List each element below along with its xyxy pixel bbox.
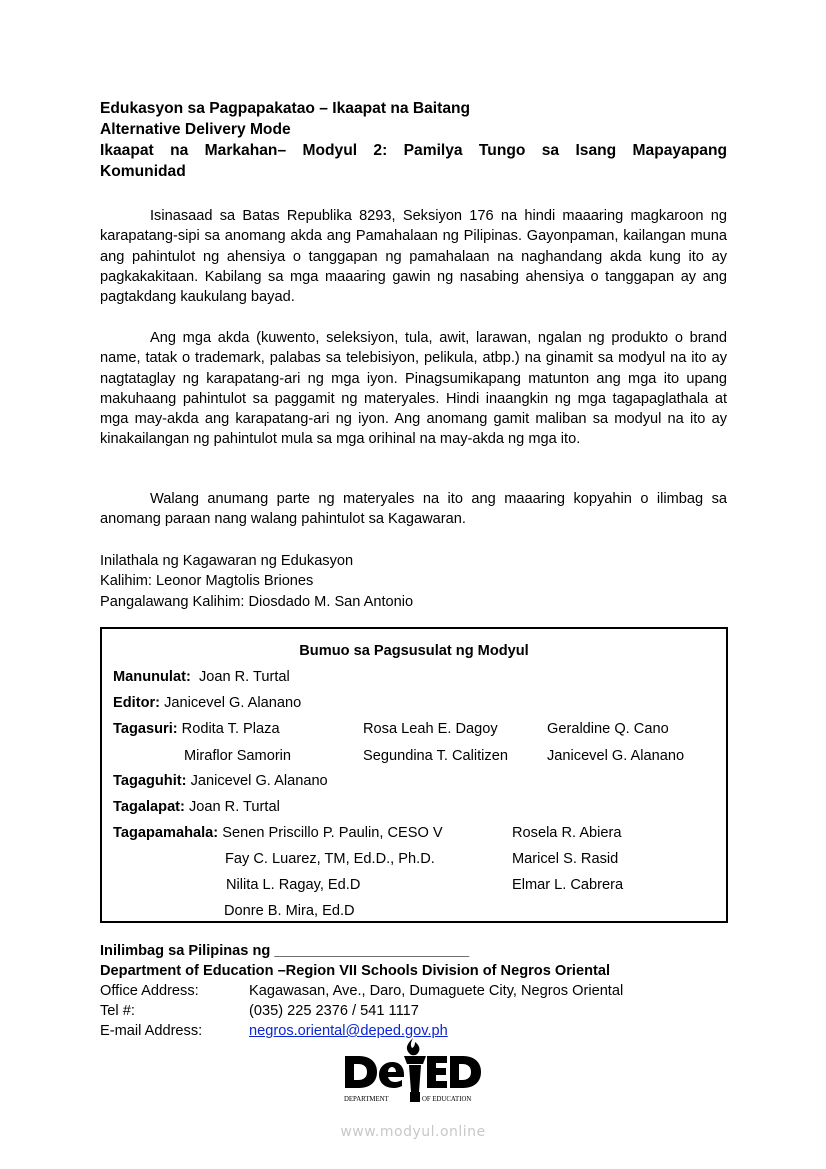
printed-in-line: Inilimbag sa Pilipinas ng ________________________ [100, 943, 470, 959]
printing-info [100, 941, 623, 1041]
illustrator-row [113, 773, 328, 789]
reviewer-name: Janicevel G. Alanano [547, 748, 685, 764]
manager-name: Elmar L. Cabrera [512, 877, 624, 893]
reviewer-name: Rodita T. Plaza [181, 721, 280, 737]
layout-artist-label: Tagalapat: [113, 799, 185, 815]
document-header [100, 98, 727, 182]
publisher-info [100, 551, 413, 612]
management-row-1 [113, 825, 443, 841]
department-line: Department of Education –Region VII Schools Division of Negros Oriental [100, 963, 611, 979]
delivery-mode: Alternative Delivery Mode [100, 121, 291, 138]
deped-logo [343, 1036, 485, 1104]
copyright-paragraph-1 [100, 206, 727, 307]
reviewer-label: Tagasuri: [113, 721, 178, 737]
illustrator-name: Janicevel G. Alanano [190, 773, 328, 789]
office-address-label: Office Address: [100, 983, 199, 999]
manager-name: Nilita L. Ragay, Ed.D [226, 877, 361, 893]
svg-text:OF EDUCATION: OF EDUCATION [422, 1096, 472, 1103]
editor-label: Editor: [113, 695, 161, 711]
reviewer-name: Rosa Leah E. Dagoy [363, 721, 498, 737]
reviewer-name: Geraldine Q. Cano [547, 721, 669, 737]
layout-artist-row [113, 799, 280, 815]
reviewer-name: Miraflor Samorin [184, 748, 292, 764]
credits-box [100, 627, 728, 923]
manager-name: Maricel S. Rasid [512, 851, 619, 867]
telephone-value: (035) 225 2376 / 541 1117 [249, 1003, 419, 1019]
telephone-label: Tel #: [100, 1003, 135, 1019]
undersecretary-line: Pangalawang Kalihim: Diosdado M. San Antonio [100, 593, 414, 610]
reviewer-row-1 [113, 721, 280, 737]
paragraph-text: Walang anumang parte ng materyales na ito ang maaaring kopyahin o ilimbag sa anomang paraan nang walang pahintulot sa Kagawaran. [100, 491, 727, 528]
layout-artist-name: Joan R. Turtal [188, 799, 280, 815]
credits-title: Bumuo sa Pagsusulat ng Modyul [299, 643, 529, 659]
writer-name: Joan R. Turtal [198, 669, 290, 685]
copyright-paragraph-2 [100, 328, 727, 450]
manager-name: Fay C. Luarez, TM, Ed.D., Ph.D. [225, 851, 435, 867]
telephone-row [100, 1001, 623, 1021]
reviewer-name: Segundina T. Calitizen [363, 748, 508, 764]
secretary-line: Kalihim: Leonor Magtolis Briones [100, 573, 314, 590]
management-label: Tagapamahala: [113, 825, 219, 841]
illustrator-label: Tagaguhit: [113, 773, 187, 789]
email-label: E-mail Address: [100, 1023, 203, 1039]
deped-torch-logo-icon [343, 1036, 485, 1104]
paragraph-text: Isinasaad sa Batas Republika 8293, Seksiyon 176 na hindi maaaring magkaroon ng karapatang-sipi sa anomang akda ang Pamahalaan ng Pilipinas. Gayonpaman, kailangan muna ang pahintulot ng ahensiya o tanggapan ng pamahalaan na naghandang akda kung ito ay pagkakakitaan. Kabilang sa mga maaaring gawin ng nasabing ahensiya o tanggapan ay ang pagtakdang kaukulang bayad. [100, 208, 727, 306]
manager-name: Senen Priscillo P. Paulin, CESO V [222, 825, 443, 841]
publisher-line: Inilathala ng Kagawaran ng Edukasyon [100, 553, 354, 569]
paragraph-text: Ang mga akda (kuwento, seleksiyon, tula, awit, larawan, ngalan ng produkto o brand name, tatak o trademark, palabas sa telebisiyon, pelikula, atbp.) na ginamit sa modyul na ito ay nagtataglay ng karapatang-ari ng mga iyon. Pinagsumikapang matunton ang mga ito upang makuhaang pahintulot sa paggamit ng materyales. Hindi inaangkin ng mga tagapaglathala at mga may-akda ang karapatang-ari ng iyon. Ang anomang gamit maliban sa modyul na ito ay kinakailangan ng pahintulot mula sa mga orihinal na may-akda ng mga ito. [100, 330, 727, 448]
office-address-row [100, 981, 623, 1001]
writer-row [113, 669, 290, 685]
website-watermark: www.modyul.online [340, 1124, 486, 1140]
email-link[interactable]: negros.oriental@deped.gov.ph [249, 1023, 448, 1039]
office-address-value: Kagawasan, Ave., Daro, Dumaguete City, Negros Oriental [249, 983, 624, 999]
manager-name: Donre B. Mira, Ed.D [224, 903, 355, 919]
manager-name: Rosela R. Abiera [512, 825, 622, 841]
editor-row [113, 695, 301, 711]
writer-label: Manunulat: [113, 669, 191, 685]
subject-title: Edukasyon sa Pagpapakatao – Ikaapat na Baitang [100, 100, 471, 117]
module-title-line1: Ikaapat na Markahan– Modyul 2: Pamilya Tungo sa Isang Mapayapang [100, 142, 727, 159]
copyright-paragraph-3 [100, 489, 727, 530]
editor-name: Janicevel G. Alanano [164, 695, 302, 711]
module-title-line2: Komunidad [100, 163, 186, 180]
svg-text:DEPARTMENT: DEPARTMENT [344, 1096, 389, 1103]
